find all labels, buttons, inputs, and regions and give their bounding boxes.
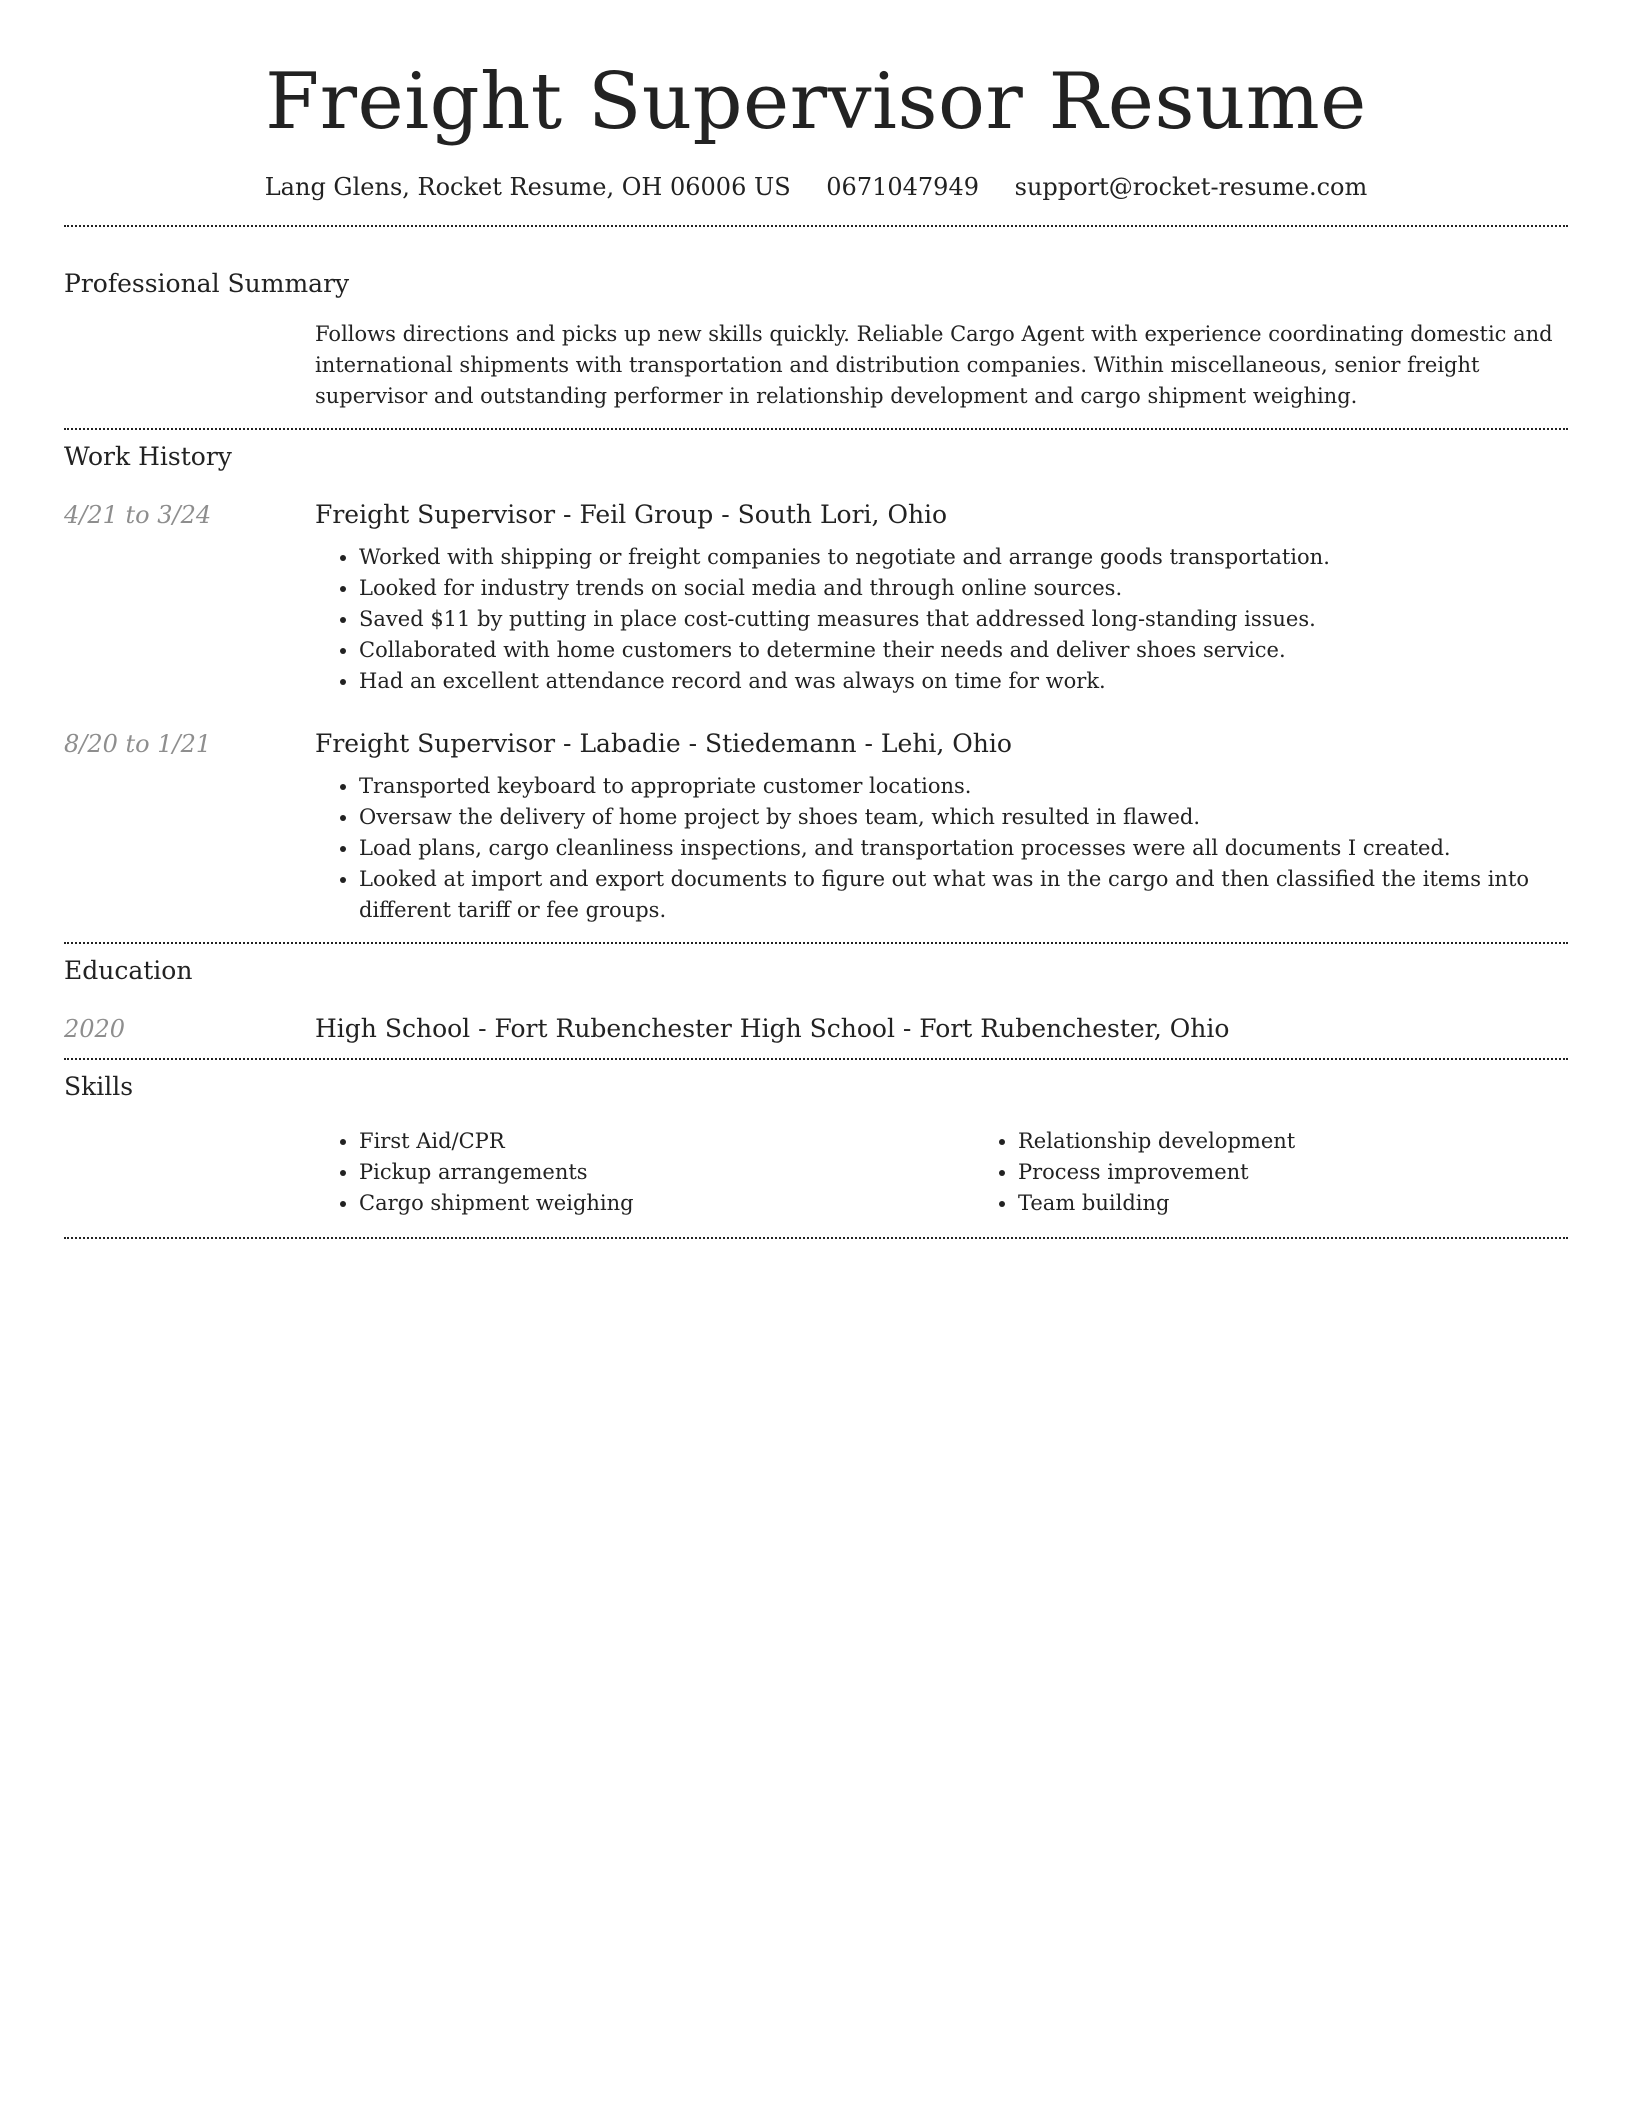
education-heading: Education bbox=[64, 956, 193, 985]
job-entry bbox=[64, 727, 1568, 926]
skill-item: • Pickup arrangements bbox=[359, 1157, 974, 1188]
job-bullet: • Load plans, cargo cleanliness inspections, and transportation processes were all documents I created. bbox=[359, 833, 1568, 864]
contact-email: support@rocket-resume.com bbox=[1014, 173, 1368, 201]
skills-section bbox=[64, 1070, 1568, 1219]
job-bullets bbox=[315, 771, 1568, 926]
work-history-section bbox=[64, 440, 1568, 926]
skill-item: • Relationship development bbox=[1018, 1126, 1632, 1157]
skill-item: • Process improvement bbox=[1018, 1157, 1632, 1188]
job-dates: 8/20 to 1/21 bbox=[64, 730, 212, 758]
skills-list-right bbox=[974, 1126, 1632, 1219]
job-title: Freight Supervisor - Feil Group - South Lori, Ohio bbox=[315, 500, 948, 529]
divider bbox=[64, 428, 1568, 430]
job-bullet: • Saved $11 by putting in place cost-cutting measures that addressed long-standing issues. bbox=[359, 604, 1568, 635]
contact-line bbox=[64, 170, 1568, 204]
job-title: Freight Supervisor - Labadie - Stiedemann - Lehi, Ohio bbox=[315, 729, 1012, 758]
divider bbox=[64, 942, 1568, 944]
job-bullet: • Oversaw the delivery of home project by shoes team, which resulted in flawed. bbox=[359, 802, 1568, 833]
resume-page bbox=[64, 0, 1568, 1239]
skills-list-left bbox=[315, 1126, 974, 1219]
resume-title: Freight Supervisor Resume bbox=[265, 57, 1367, 147]
skills-heading: Skills bbox=[64, 1072, 134, 1101]
job-entry bbox=[64, 498, 1568, 697]
education-title: High School - Fort Rubenchester High School - Fort Rubenchester, Ohio bbox=[315, 1014, 1230, 1043]
divider bbox=[64, 1237, 1568, 1239]
skill-item: • First Aid/CPR bbox=[359, 1126, 974, 1157]
work-history-heading: Work History bbox=[64, 442, 232, 471]
contact-address: Lang Glens, Rocket Resume, OH 06006 US bbox=[264, 173, 791, 201]
education-entry bbox=[64, 1012, 1568, 1046]
summary-section bbox=[64, 267, 1568, 412]
summary-spacer bbox=[64, 319, 315, 412]
education-year: 2020 bbox=[64, 1015, 126, 1043]
job-bullet: • Transported keyboard to appropriate customer locations. bbox=[359, 771, 1568, 802]
skills-spacer bbox=[64, 1126, 315, 1219]
job-bullet: • Looked for industry trends on social media and through online sources. bbox=[359, 573, 1568, 604]
skills-grid bbox=[315, 1126, 1632, 1219]
job-bullets bbox=[315, 542, 1568, 697]
divider bbox=[64, 1058, 1568, 1060]
skill-item: • Team building bbox=[1018, 1188, 1632, 1219]
summary-text: Follows directions and picks up new skills quickly. Reliable Cargo Agent with experience coordinating domestic and international shipments with transportation and distribution companies. Within miscellaneous, senior freight supervisor and outstanding performer in relationship development and cargo shipment weighing. bbox=[315, 322, 1553, 408]
summary-heading: Professional Summary bbox=[64, 269, 350, 298]
education-section bbox=[64, 954, 1568, 1046]
divider bbox=[64, 225, 1568, 227]
job-bullet: • Had an excellent attendance record and was always on time for work. bbox=[359, 666, 1568, 697]
job-bullet: • Collaborated with home customers to determine their needs and deliver shoes service. bbox=[359, 635, 1568, 666]
job-bullet: • Looked at import and export documents to figure out what was in the cargo and then classified the items into different tariff or fee groups. bbox=[359, 864, 1568, 926]
job-dates: 4/21 to 3/24 bbox=[64, 501, 212, 529]
job-bullet: • Worked with shipping or freight companies to negotiate and arrange goods transportation. bbox=[359, 542, 1568, 573]
skill-item: • Cargo shipment weighing bbox=[359, 1188, 974, 1219]
contact-phone: 0671047949 bbox=[826, 173, 979, 201]
